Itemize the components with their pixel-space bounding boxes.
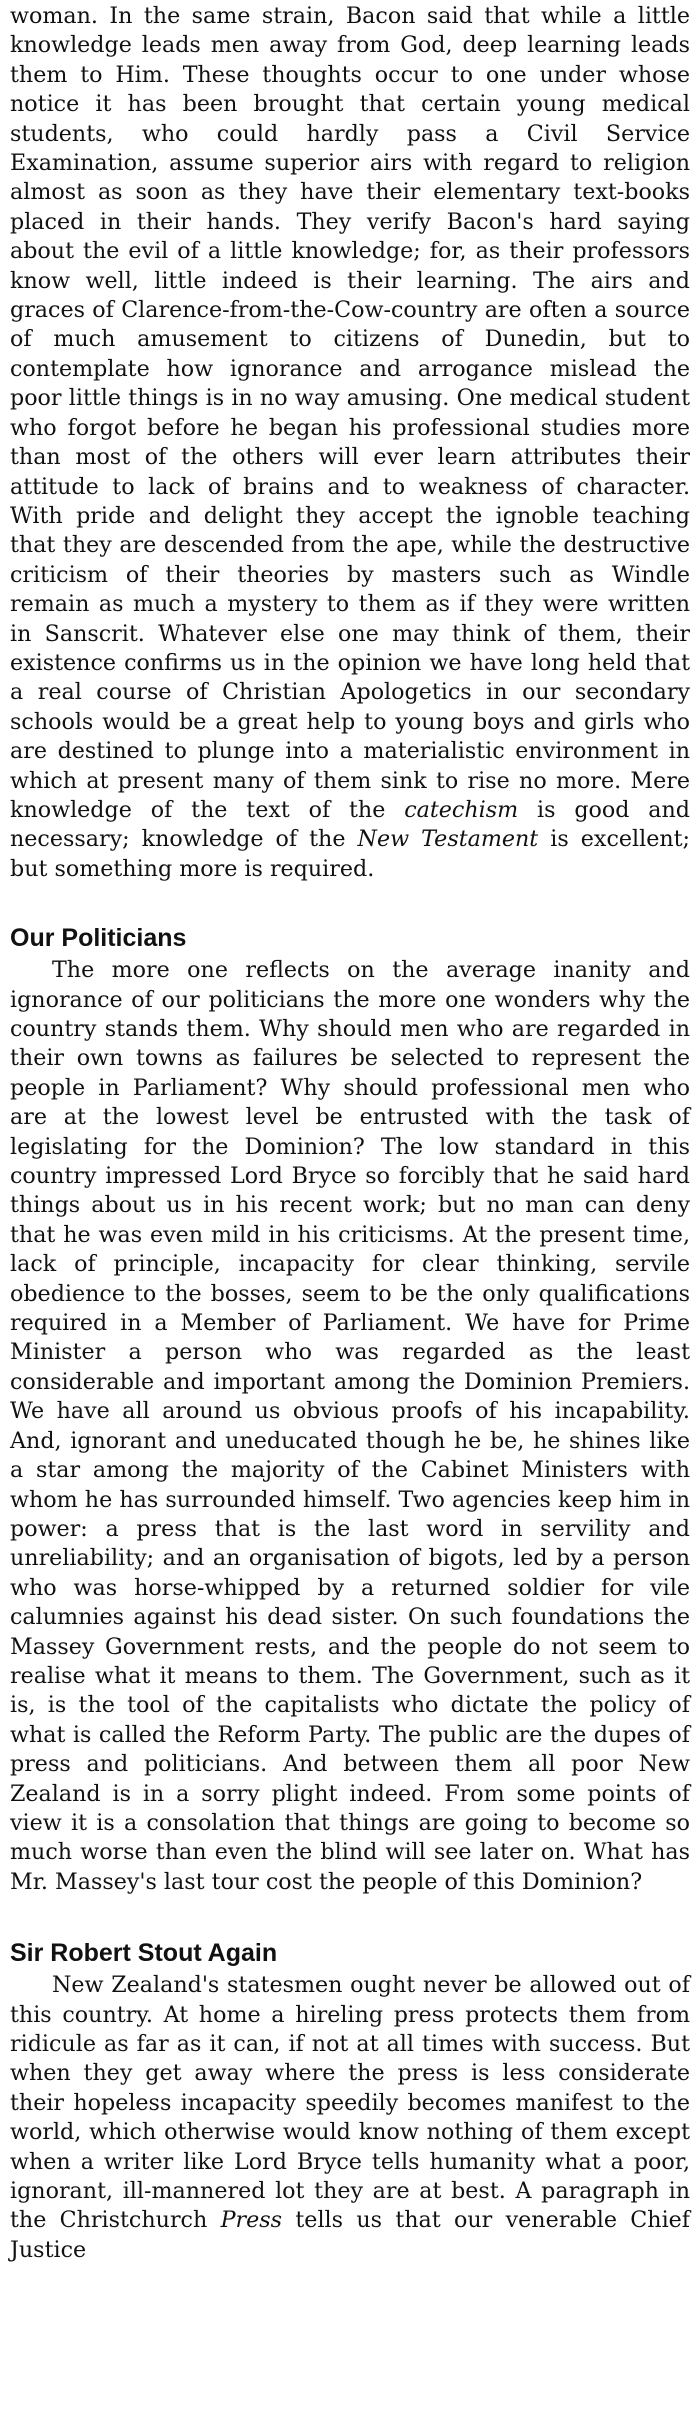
paragraph-text: The more one reflects on the average inanity and ignorance of our politicians the more one wonders why the country stands them. Why should men who are regarded in their own towns as failures be selected to represent the people in Parliament? Why should professional men who are at the lowest level be entrusted with the task of legislating for the Dominion? The low standard in this country impressed Lord Bryce so forcibly that he said hard things about us in his recent work; but no man can deny that he was even mild in his criticisms. At the present time, lack of principle, incapacity for clear thinking, servile obedience to the bosses, seem to be the only qualifications required in a Member of Parliament. We have for Prime Minister a person who was regarded as the least considerable and important among the Dominion Premiers. We have all around us obvious proofs of his incapability. And, ignorant and uneducated though he be, he shines like a star among the majority of the Cabinet Ministers with whom he has surrounded himself. Two agencies keep him in power: a press that is the last word in servility and unreliability; and an organisation of bigots, led by a person who was horse-whipped by a returned soldier for vile calumnies against his dead sister. On such foundations the Massey Government rests, and the people do not seem to realise what it means to them. The Government, such as it is, is the tool of the capitalists who dictate the policy of what is called the Reform Party. The public are the dupes of press and politicians. And between them all poor New Zealand is in a sorry plight indeed. From some points of view it is a consolation that things are going to become so much worse than even the blind will see later on. What has Mr. Massey's last tour cost the people of this Dominion?	[10, 957, 690, 1895]
section-heading-our-politicians: Our Politicians	[10, 924, 187, 953]
italic-catechism: catechism	[404, 796, 519, 823]
paragraph-text: woman. In the same strain, Bacon said that while a little knowledge leads men away from God, deep learning leads them to Him. These thoughts occur to one under whose notice it has been brought that certain young medical students, who could hardly pass a Civil Service Examination, assume superior airs with regard to religion almost as soon as they have their elementary text-books placed in their hands. They verify Bacon's hard saying about the evil of a little knowledge; for, as their professors know well, little indeed is their learning. The airs and graces of Clarence-from-the-Cow-country are often a source of much amusement to citizens of Dunedin, but to contemplate how ignorance and arrogance mislead the poor little things is in no way amusing. One medical student who forgot before he began his professional studies more than most of the others will ever learn attributes their attitude to lack of brains and to weakness of character. With pride and delight they accept the ignoble teaching that they are descended from the ape, while the destructive criticism of their theories by masters such as Windle remain as much a mystery to them as if they were written in Sanscrit. Whatever else one may think of them, their existence confirms us in the opinion we have long held that a real course of Christian Apologetics in our secondary schools would be a great help to young boys and girls who are destined to plunge into a materialistic environment in which at present many of them sink to rise no more. Mere knowledge of the text of the	[10, 3, 690, 823]
paragraph-text: New Zealand's statesmen ought never be allowed out of this country. At home a hireling press protects them from ridicule as far as it can, if not at all times with success. But when they get away where the press is less considerate their hopeless incapacity speedily becomes manifest to the world, which otherwise would know nothing of them except when a writer like Lord Bryce tells humanity what a poor, ignorant, ill-mannered lot they are at best. A paragraph in the Christchurch	[10, 1972, 690, 2234]
italic-press: Press	[220, 2207, 283, 2234]
paragraph-text: is excellent; but something more is required.	[10, 826, 691, 882]
paragraph-text: is good and necessary; knowledge of the	[10, 796, 691, 853]
italic-new-testament: New Testament	[357, 826, 539, 853]
body-paragraph	[10, 2, 690, 884]
body-paragraph	[10, 956, 690, 1897]
paragraph-text: tells us that our venerable Chief Justice	[10, 2207, 691, 2263]
section-heading-sir-robert-stout-again: Sir Robert Stout Again	[10, 1939, 278, 1968]
body-paragraph	[10, 1971, 690, 2265]
